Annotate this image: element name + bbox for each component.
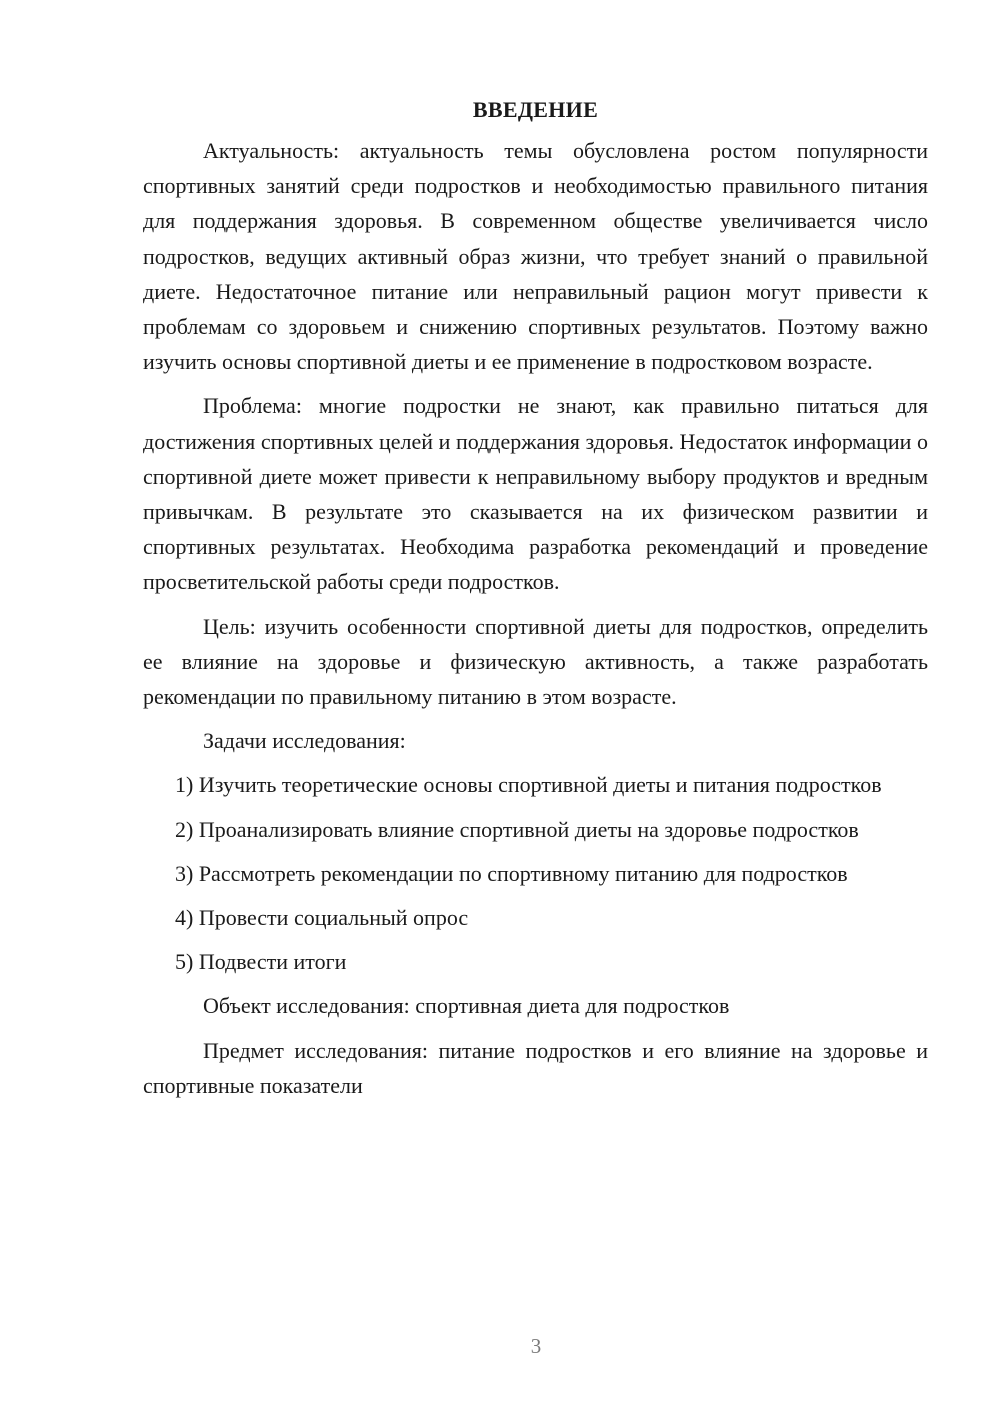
task-item-1: 1) Изучить теоретические основы спортивной диеты и питания подростков — [175, 772, 882, 798]
page-number: 3 — [530, 1334, 542, 1358]
problem-paragraph: Проблема: многие подростки не знают, как правильно питаться для достижения спортивных целей и поддержания здоровья. Недостаток информации о спортивной диете может привести к неправильному выбору продуктов и вредным привычкам. В результате это сказывается на их физическом развитии и спортивных результатах. Необходима разработка рекомендаций и проведение просветительской работы среди подростков. — [143, 393, 928, 595]
task-item-3: 3) Рассмотреть рекомендации по спортивному питанию для подростков — [175, 860, 848, 886]
page-content — [143, 92, 928, 1112]
task-item-5: 5) Подвести итоги — [175, 949, 347, 975]
page-title: ВВЕДЕНИЕ — [472, 97, 599, 122]
tasks-heading: Задачи исследования: — [203, 728, 406, 754]
goal-paragraph: Цель: изучить особенности спортивной диеты для подростков, определить ее влияние на здоровье и физическую активность, а также разработать рекомендации по правильному питанию в этом возрасте. — [143, 613, 928, 710]
task-item-4: 4) Провести социальный опрос — [175, 905, 469, 931]
task-item-2: 2) Проанализировать влияние спортивной диеты на здоровье подростков — [175, 816, 859, 842]
research-subject-paragraph: Предмет исследования: питание подростков и его влияние на здоровье и спортивные показатели — [143, 1037, 928, 1098]
relevance-paragraph: Актуальность: актуальность темы обусловлена ростом популярности спортивных занятий среди подростков и необходимостью правильного питания для поддержания здоровья. В современном обществе увеличивается число подростков, ведущих активный образ жизни, что требует знаний о правильной диете. Недостаточное питание или неправильный рацион могут привести к проблемам со здоровьем и снижению спортивных результатов. Поэтому важно изучить основы спортивной диеты и ее применение в подростковом возрасте. — [143, 138, 928, 375]
research-object-paragraph: Объект исследования: спортивная диета для подростков — [203, 993, 730, 1019]
